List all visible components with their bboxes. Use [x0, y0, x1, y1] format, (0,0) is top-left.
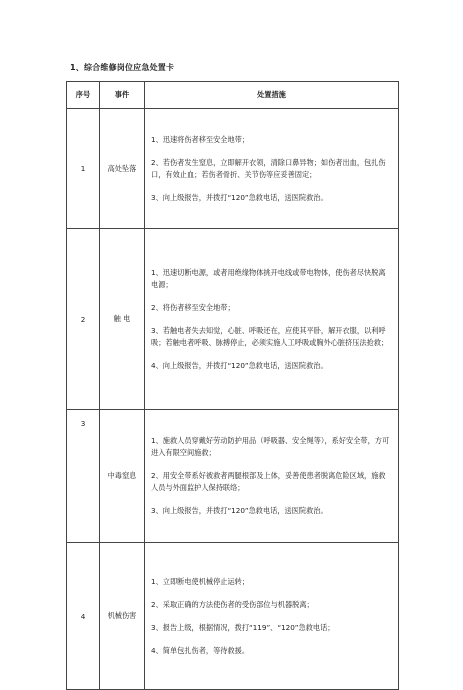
measure-line: 2、用安全带系好被救者两腿根部及上体，妥善使患者脱离危险区域，施救人员与外面监护人保持联络； — [151, 471, 386, 492]
row-measures — [145, 109, 399, 229]
measure-line: 3、报告上级，根据情况，拨打“119”、“120”急救电话； — [151, 622, 335, 632]
measure-line: 1、施救人员穿戴好劳动防护用品（呼吸器、安全绳等），系好安全带，方可进入有限空间施救； — [151, 436, 390, 457]
row-no: 2 — [67, 229, 100, 410]
measure-line: 1、立即断电使机械停止运转； — [151, 576, 250, 586]
row-event: 高处坠落 — [100, 109, 145, 229]
header-event: 事件 — [100, 82, 145, 109]
measure-line: 4、向上级报告，并拨打“120”急救电话，送医院救治。 — [151, 360, 328, 370]
table-row — [67, 229, 399, 410]
row-event: 触 电 — [100, 229, 145, 410]
table-row — [67, 410, 399, 543]
measure-line: 3、向上级报告，并拨打“120”急救电话，送医院救治。 — [151, 506, 328, 515]
table-row — [67, 109, 399, 229]
row-measures — [145, 229, 399, 410]
row-event: 机械伤害 — [100, 543, 145, 690]
document-title: 1、综合维修岗位应急处置卡 — [70, 63, 175, 72]
measure-line: 4、简单包扎伤者，等待救援。 — [151, 645, 250, 655]
measure-line: 1、迅速切断电源，或者用绝缘物体挑开电线或带电物体，使伤者尽快脱离电源； — [151, 267, 386, 289]
row-no: 1 — [67, 109, 100, 229]
measure-line: 2、若伤者发生窒息，立即解开衣领，清除口鼻异物；如伤者出血，包扎伤口，有效止血；若伤者骨折、关节伤等应妥善固定； — [151, 157, 386, 179]
row-measures — [145, 410, 399, 543]
emergency-table — [66, 81, 399, 690]
row-measures — [145, 543, 399, 690]
row-no: 4 — [67, 543, 100, 690]
table-header-row — [67, 82, 399, 109]
header-measures: 处置措施 — [145, 82, 399, 109]
measure-line: 3、向上级报告，并拨打“120”急救电话，送医院救治。 — [151, 192, 328, 202]
measure-line: 3、若触电者失去知觉，心脏、呼吸还在，应使其平卧，解开衣服，以利呼吸；若触电者呼吸、脉搏停止，必须实施人工呼吸或胸外心脏挤压法抢救； — [151, 325, 389, 347]
measure-line: 2、将伤者移至安全地带； — [151, 302, 235, 312]
row-event: 中毒窒息 — [100, 410, 145, 543]
row-no: 3 — [67, 410, 100, 543]
measure-line: 1、迅速将伤者移至安全地带； — [151, 134, 250, 144]
measure-line: 2、采取正确的方法使伤者的受伤部位与机器脱离； — [151, 599, 314, 609]
header-no: 序号 — [67, 82, 100, 109]
table-row — [67, 543, 399, 690]
